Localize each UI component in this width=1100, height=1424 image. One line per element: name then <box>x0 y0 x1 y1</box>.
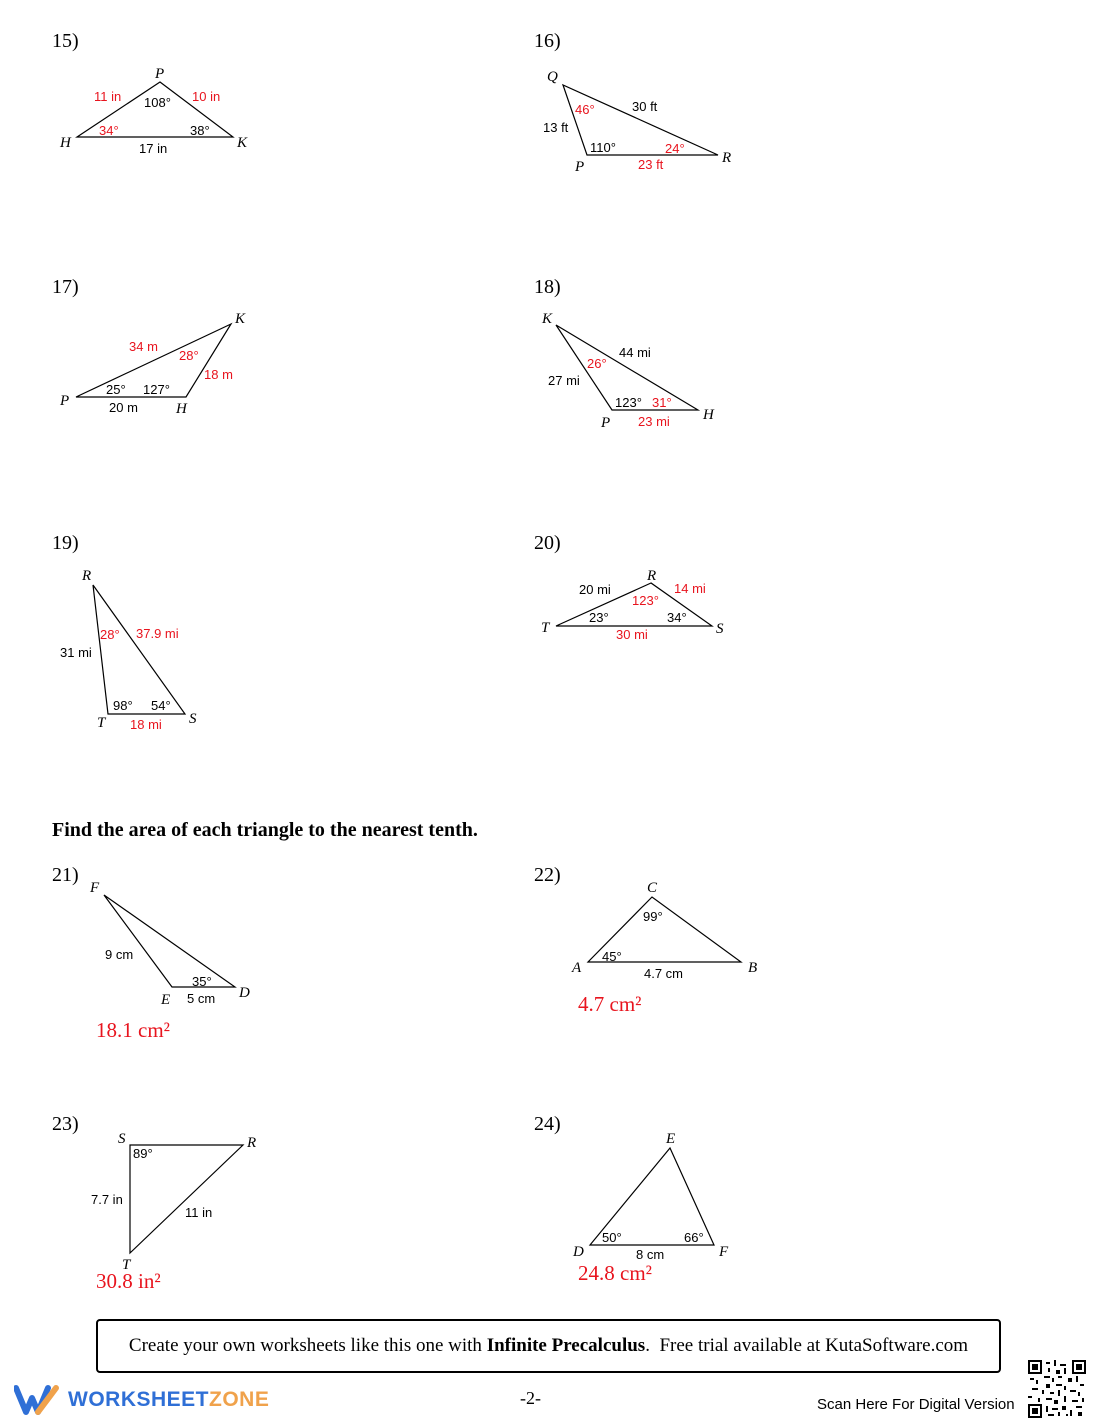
angle-label: 54° <box>151 698 171 713</box>
angle-label: 24° <box>665 141 685 156</box>
vertex-label: K <box>237 135 248 151</box>
angle-label: 25° <box>106 382 126 397</box>
side-label: 34 m <box>129 339 158 354</box>
footer-prefix: Create your own worksheets like this one with <box>128 1335 487 1356</box>
brand-name <box>68 1388 269 1412</box>
angle-label: 23° <box>589 610 609 625</box>
answer-22: 4.7 cm² <box>578 992 642 1016</box>
vertex-label: B <box>748 960 758 976</box>
problem-number-19: 19) <box>52 532 79 554</box>
answer-23: 30.8 in² <box>96 1269 161 1293</box>
vertex-label: Q <box>547 69 558 85</box>
vertex-label: P <box>601 415 611 431</box>
triangle-21-shape <box>104 895 235 987</box>
vertex-label: P <box>575 159 585 175</box>
page-number: -2- <box>520 1388 541 1408</box>
triangle-19-shape <box>93 585 185 714</box>
vertex-label: S <box>118 1131 126 1147</box>
problem-number-23: 23) <box>52 1113 79 1135</box>
triangle-24 <box>572 1131 729 1262</box>
angle-label: 98° <box>113 698 133 713</box>
side-label: 18 mi <box>130 717 162 732</box>
footer-product: Infinite Precalculus <box>486 1335 646 1356</box>
side-label: 37.9 mi <box>136 626 179 641</box>
problem-number-20: 20) <box>534 532 561 554</box>
vertex-label: H <box>176 401 187 417</box>
problem-number-22: 22) <box>534 864 561 886</box>
angle-label: 34° <box>99 123 119 138</box>
vertex-label: K <box>235 311 246 327</box>
side-label: 17 in <box>139 141 168 156</box>
side-label: 5 cm <box>187 991 216 1006</box>
triangle-22 <box>571 880 757 981</box>
vertex-label: P <box>60 393 70 409</box>
triangle-15 <box>59 66 248 156</box>
side-label: 14 mi <box>674 581 706 596</box>
side-label: 23 ft <box>638 157 664 172</box>
vertex-label: T <box>541 620 550 636</box>
triangle-20 <box>541 568 724 642</box>
side-label: 9 cm <box>105 947 134 962</box>
vertex-label: T <box>122 1257 131 1273</box>
vertex-label: T <box>97 715 106 731</box>
angle-label: 28° <box>100 627 120 642</box>
answer-21: 18.1 cm² <box>96 1018 170 1042</box>
triangle-18 <box>541 311 715 431</box>
triangle-17 <box>59 311 246 417</box>
angle-label: 38° <box>190 123 210 138</box>
side-label: 44 mi <box>619 345 651 360</box>
triangle-21 <box>89 880 250 1008</box>
vertex-label: R <box>647 568 657 584</box>
side-label: 23 mi <box>638 414 670 429</box>
vertex-label: F <box>719 1244 729 1260</box>
footer-banner <box>96 1319 1001 1373</box>
triangle-23 <box>91 1131 256 1273</box>
vertex-label: F <box>90 880 100 896</box>
angle-label: 110° <box>590 140 616 155</box>
side-label: 18 m <box>204 367 233 382</box>
angle-label: 123° <box>615 395 642 410</box>
side-label: 30 ft <box>632 99 658 114</box>
vertex-label: R <box>82 568 92 584</box>
vertex-label: R <box>722 150 732 166</box>
angle-label: 99° <box>643 909 663 924</box>
side-label: 8 cm <box>636 1247 665 1262</box>
angle-label: 34° <box>667 610 687 625</box>
brand-logo <box>14 1384 269 1416</box>
problem-number-16: 16) <box>534 30 561 52</box>
angle-label: 108° <box>144 95 171 110</box>
angle-label: 35° <box>192 974 212 989</box>
vertex-label: D <box>239 985 250 1001</box>
angle-label: 26° <box>587 356 607 371</box>
angle-label: 127° <box>143 382 170 397</box>
problem-number-17: 17) <box>52 276 79 298</box>
vertex-label: S <box>189 711 197 727</box>
side-label: 10 in <box>192 89 221 104</box>
problem-number-18: 18) <box>534 276 561 298</box>
triangle-23-shape <box>130 1145 243 1253</box>
side-label: 31 mi <box>60 645 92 660</box>
problem-number-24: 24) <box>534 1113 561 1135</box>
angle-label: 46° <box>575 102 595 117</box>
side-label: 20 m <box>109 400 138 415</box>
angle-label: 66° <box>684 1230 704 1245</box>
vertex-label: H <box>60 135 71 151</box>
angle-label: 50° <box>602 1230 622 1245</box>
vertex-label: S <box>716 621 724 637</box>
answer-24: 24.8 cm² <box>578 1261 652 1285</box>
triangle-16 <box>543 69 731 175</box>
vertex-label: E <box>161 992 171 1008</box>
problem-number-21: 21) <box>52 864 79 886</box>
triangle-16-shape <box>563 85 718 155</box>
angle-label: 28° <box>179 348 199 363</box>
section-heading: Find the area of each triangle to the nearest tenth. <box>52 819 478 841</box>
vertex-label: D <box>573 1244 584 1260</box>
side-label: 30 mi <box>616 627 648 642</box>
angle-label: 45° <box>602 949 622 964</box>
side-label: 20 mi <box>579 582 611 597</box>
side-label: 4.7 cm <box>644 966 684 981</box>
qr-code-icon[interactable] <box>1028 1360 1086 1418</box>
side-label: 27 mi <box>548 373 580 388</box>
vertex-label: C <box>647 880 658 896</box>
vertex-label: A <box>572 960 582 976</box>
brand-part-1: WORKSHEET <box>68 1388 209 1411</box>
brand-part-2: ZONE <box>209 1388 270 1411</box>
triangle-19 <box>60 568 197 732</box>
vertex-label: R <box>247 1135 257 1151</box>
angle-label: 31° <box>652 395 672 410</box>
side-label: 13 ft <box>543 120 569 135</box>
vertex-label: P <box>155 66 165 82</box>
side-label: 7.7 in <box>91 1192 123 1207</box>
vertex-label: H <box>703 407 714 423</box>
worksheetzone-logo-icon <box>14 1384 60 1416</box>
side-label: 11 in <box>185 1205 213 1220</box>
angle-label: 89° <box>133 1146 153 1161</box>
footer-suffix: . Free trial available at KutaSoftware.com <box>645 1335 969 1356</box>
problem-number-15: 15) <box>52 30 79 52</box>
scan-text: Scan Here For Digital Version <box>817 1396 1015 1413</box>
angle-label: 123° <box>632 593 659 608</box>
side-label: 11 in <box>94 89 122 104</box>
vertex-label: E <box>666 1131 676 1147</box>
vertex-label: K <box>542 311 553 327</box>
